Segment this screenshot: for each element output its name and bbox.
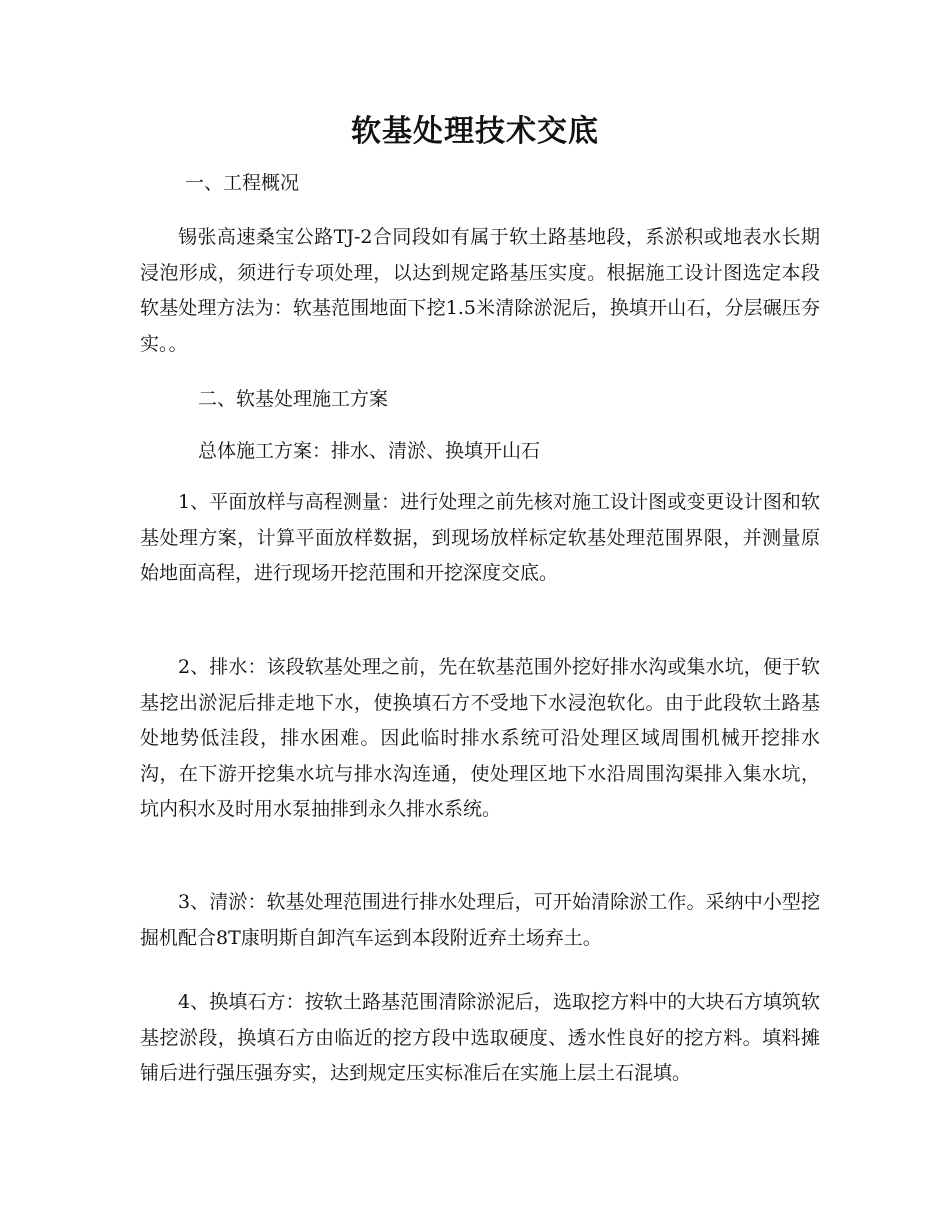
- step-drainage-paragraph: 2、排水：该段软基处理之前，先在软基范围外挖好排水沟或集水坑，便于软基挖出淤泥后排走地下水，使换填石方不受地下水浸泡软化。由于此段软土路基处地势低洼段，排水困难。因此临时排水系统可沿处理区域周围机械开挖排水沟，在下游开挖集水坑与排水沟连通，使处理区地下水沿周围沟渠排入集水坑，坑内积水及时用水泵抽排到永久排水系统。: [140, 656, 820, 820]
- step-backfill-paragraph: 4、换填石方：按软土路基范围清除淤泥后，选取挖方料中的大块石方填筑软基挖淤段，换填石方由临近的挖方段中选取硬度、透水性良好的挖方料。填料摊铺后进行强压强夯实，达到规定压实标准后在实施上层土石混填。: [140, 991, 820, 1084]
- section-heading-overview: 一、工程概况: [185, 172, 300, 194]
- document-title: 软基处理技术交底: [351, 114, 599, 149]
- step-dredging-paragraph: 3、清淤：软基处理范围进行排水处理后，可开始清除淤工作。采纳中小型挖掘机配合8T康明斯自卸汽车运到本段附近弃土场弃土。: [140, 891, 820, 949]
- section-heading-plan: 二、软基处理施工方案: [198, 388, 389, 410]
- overview-paragraph: 锡张高速桑宝公路TJ-2合同段如有属于软土路基地段，系淤积或地表水长期浸泡形成，须进行专项处理，以达到规定路基压实度。根据施工设计图选定本段软基处理方法为：软基范围地面下挖1.5米清除淤泥后，换填开山石，分层碾压夯实。。: [140, 226, 820, 355]
- step-survey-paragraph: 1、平面放样与高程测量：进行处理之前先核对施工设计图或变更设计图和软基处理方案，计算平面放样数据，到现场放样标定软基处理范围界限，并测量原始地面高程，进行现场开挖范围和开挖深度交底。: [140, 491, 820, 584]
- overall-plan-line: 总体施工方案：排水、清淤、换填开山石: [198, 440, 541, 462]
